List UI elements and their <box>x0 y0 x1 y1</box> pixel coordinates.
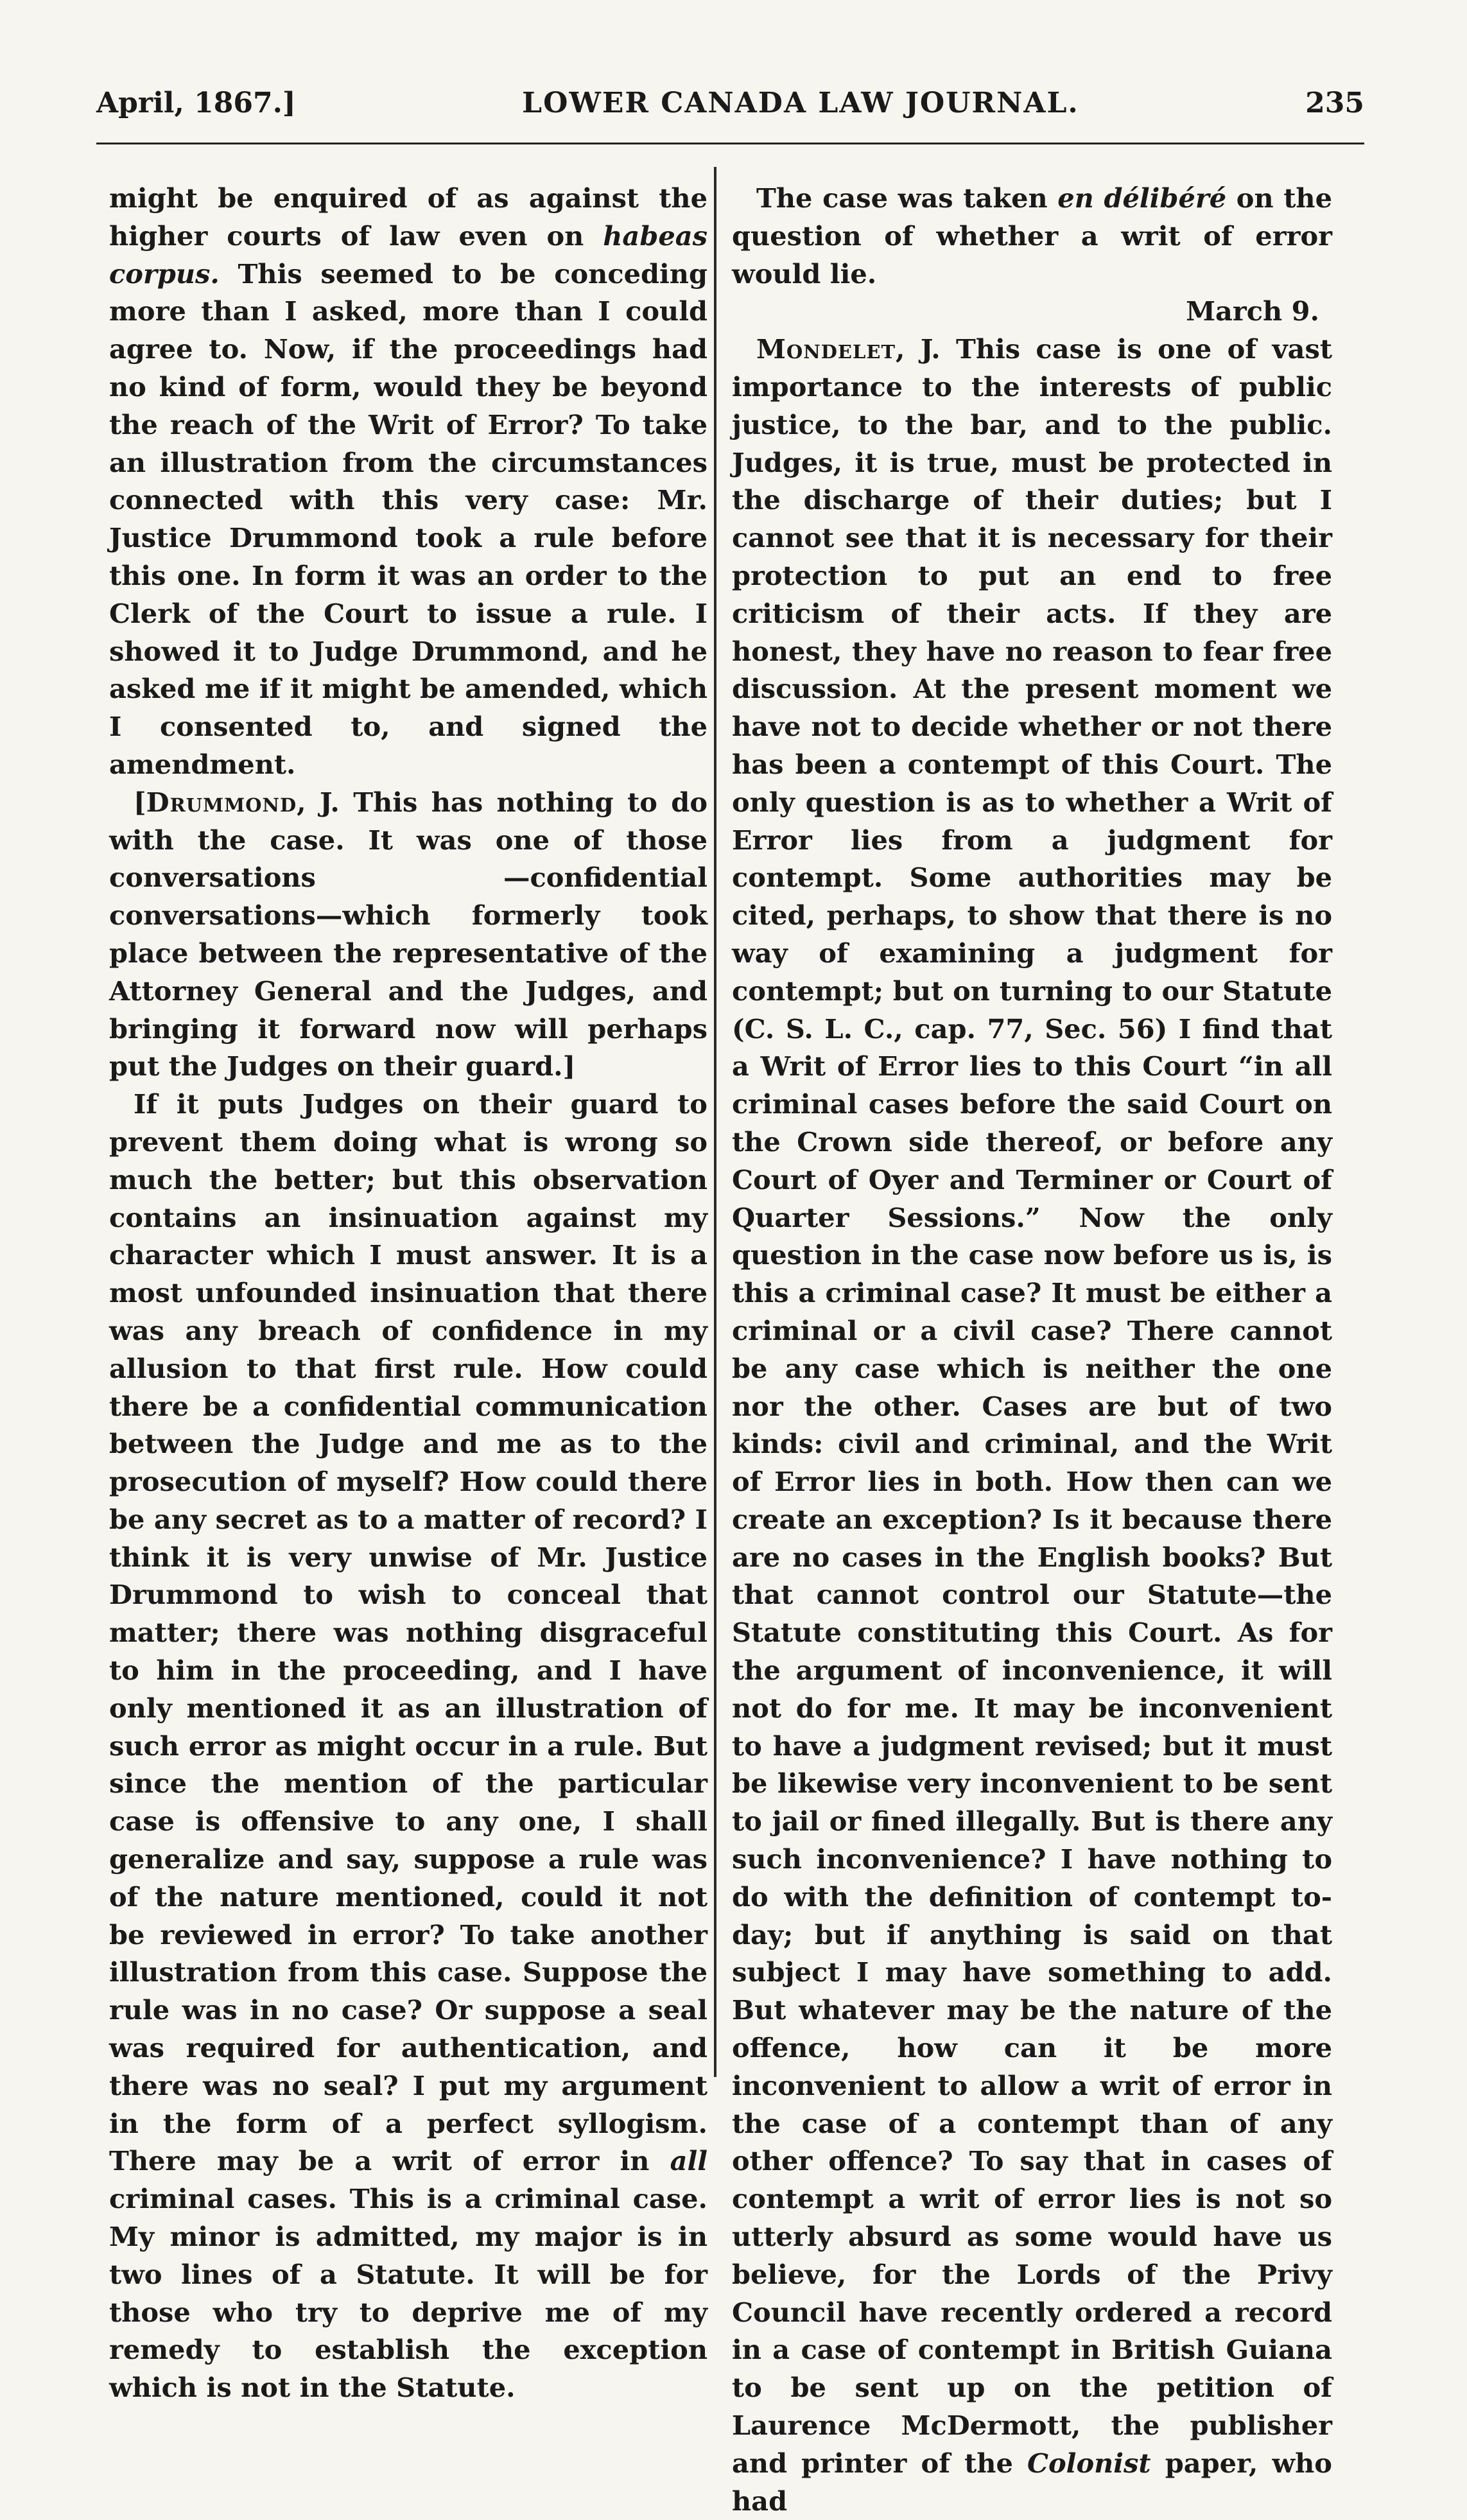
page-number: 235 <box>1305 87 1364 119</box>
right-paragraph-2 <box>732 331 1332 2520</box>
header-rule <box>96 143 1364 144</box>
column-divider <box>714 167 716 2077</box>
left-paragraph-2 <box>109 784 707 1086</box>
speaker-name: Drummond <box>146 786 297 818</box>
text-span: , J. This case is one of vast importance to the interests of public justice, to the bar, and to the public. Judges, it is true, must be protected in the discharge of their duties; but I cannot see that it is necessary for their protection to put an end to free criticism of their acts. If they are honest, they have no reason to fear free discussion. At the present moment we have not to decide whether or not there has been a contempt of this Court. The only question is as to whether a Writ of Error lies from a judgment for contempt. Some authorities may be cited, perhaps, to show that there is no way of examining a judgment for contempt; but on turning to our Statute (C. S. L. C., cap. 77, Sec. 56) I find that a Writ of Error lies to this Court “in all criminal cases before the said Court on the Crown side thereof, or before any Court of Oyer and Terminer or Court of Quarter Sessions.” Now the only question in the case now before us is, is this a criminal case? It must be either a criminal or a civil case? There cannot be any case which is neither the one nor the other. Cases are but of two kinds: civil and criminal, and the Writ of Error lies in both. How then can we create an exception? Is it because there are no cases in the English books? But that cannot control our Statute—the Statute constituting this Court. As for the argument of inconvenience, it will not do for me. It may be inconvenient to have a judgment revised; but it must be likewise very inconvenient to be sent to jail or fined illegally. But is there any such inconvenience? I have nothing to do with the definition of contempt to-day; but if anything is said on that subject I may have something to add. But whatever may be the nature of the offence, how can it be more inconvenient to allow a writ of error in the case of a contempt than of any other offence? To say that in cases of contempt a writ of error lies is not so utterly absurd as some would have us believe, for the Lords of the Privy Council have recently ordered a record in a case of contempt in British Guiana to be sent up on the petition of Laurence McDermott, the publisher and printer of the <box>732 333 1332 2479</box>
left-column <box>109 180 707 2407</box>
text-span: paper, who had <box>732 2447 1332 2517</box>
dateline: March 9. <box>1186 295 1319 327</box>
italic-term: Colonist <box>1027 2447 1151 2479</box>
right-paragraph-1 <box>732 180 1332 293</box>
text-span: criminal cases. This is a criminal case. My minor is admitted, my major is in two lines of a Statute. It will be for those who try to deprive me of my remedy to establish the exception which is not in the Statute. <box>109 2183 707 2404</box>
text-span: on the question of whether a writ of error would lie. <box>732 182 1333 290</box>
text-span: , J. This has nothing to do with the case. It was one of those conversations —confidential conversations—which formerly took place between the representative of the Attorney General and the Judges, and bringing it forward now will perhaps put the Judges on their guard.] <box>109 786 707 1082</box>
running-header <box>96 87 1364 138</box>
bracket: [ <box>134 786 146 818</box>
text-span: might be enquired of as against the higher courts of law even on <box>109 182 707 252</box>
italic-term: en délibéré <box>1057 182 1227 214</box>
left-paragraph-3 <box>109 1086 707 2407</box>
italic-term: habeas corpus. <box>109 220 707 290</box>
left-paragraph-1 <box>109 180 707 784</box>
italic-term: all <box>670 2145 707 2177</box>
text-span: If it puts Judges on their guard to prevent them doing what is wrong so much the better; but this observation contains an insinuation against my character which I must answer. It is a most unfounded insinuation that there was any breach of confidence in my allusion to that first rule. How could there be a confidential communication between the Judge and me as to the prosecution of myself? How could there be any secret as to a matter of record? I think it is very unwise of Mr. Justice Drummond to wish to conceal that matter; there was nothing disgraceful to him in the proceeding, and I have only mentioned it as an illustration of such error as might occur in a rule. But since the mention of the particular case is offensive to any one, I shall generalize and say, suppose a rule was of the nature mentioned, could it not be reviewed in error? To take another illustration from this case. Suppose the rule was in no case? Or suppose a seal was required for authentication, and there was no seal? I put my argument in the form of a perfect syllogism. There may be a writ of error in <box>109 1088 707 2177</box>
journal-title: LOWER CANADA LAW JOURNAL. <box>522 87 1079 119</box>
speaker-name: Mondelet <box>756 333 896 365</box>
issue-date: April, 1867.] <box>96 87 296 119</box>
right-column <box>732 180 1332 2520</box>
text-span: The case was taken <box>756 182 1058 214</box>
text-span: This seemed to be conceding more than I asked, more than I could agree to. Now, if the proceedings had no kind of form, would they be beyond the reach of the Writ of Error? To take an illustration from the circumstances connected with this very case: Mr. Justice Drummond took a rule before this one. In form it was an order to the Clerk of the Court to issue a rule. I showed it to Judge Drummond, and he asked me if it might be amended, which I consented to, and signed the amendment. <box>109 257 707 780</box>
